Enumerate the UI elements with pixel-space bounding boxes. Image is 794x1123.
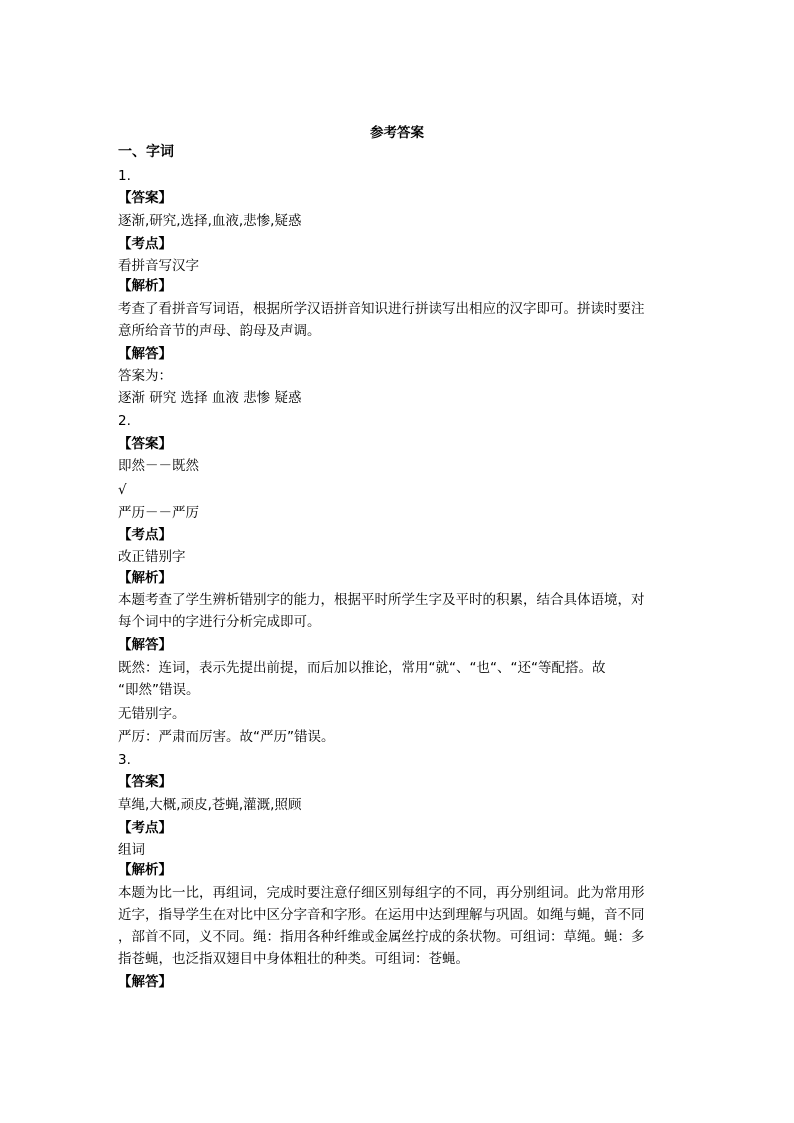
analysis-text-line: 意所给音节的声母、韵母及声调。 xyxy=(118,323,321,339)
solution-text-line: 答案为： xyxy=(118,368,172,384)
answer-tag: 【答案】 xyxy=(118,774,172,790)
analysis-tag: 【解析】 xyxy=(118,278,172,294)
solution-tag: 【解答】 xyxy=(118,974,172,990)
section-heading: 一、字词 xyxy=(118,144,174,160)
analysis-text-line: 本题考查了学生辨析错别字的能力，根据平时所学生字及平时的积累，结合具体语境，对 xyxy=(118,592,645,608)
knowledge-point-tag: 【考点】 xyxy=(118,820,172,836)
answer-text: 草绳,大概,顽皮,苍蝇,灌溉,照顾 xyxy=(118,797,302,813)
knowledge-point-text: 看拼音写汉字 xyxy=(118,258,199,274)
analysis-text-line: ，部首不同，义不同。绳：指用各种纤维或金属丝拧成的条状物。可组词：草绳。蝇：多 xyxy=(118,929,645,945)
analysis-text-line: 每个词中的字进行分析完成即可。 xyxy=(118,614,321,630)
check-mark: √ xyxy=(118,482,127,498)
question-number: 1. xyxy=(118,168,131,184)
analysis-text-line: 考查了看拼音写词语，根据所学汉语拼音知识进行拼读写出相应的汉字即可。拼读时要注 xyxy=(118,301,645,317)
analysis-tag: 【解析】 xyxy=(118,570,172,586)
analysis-text-line: 指苍蝇，也泛指双翅目中身体粗壮的种类。可组词：苍蝇。 xyxy=(118,951,469,967)
solution-text-line: 无错别字。 xyxy=(118,706,186,722)
page-title: 参考答案 xyxy=(370,125,424,141)
answer-tag: 【答案】 xyxy=(118,436,172,452)
solution-tag: 【解答】 xyxy=(118,637,172,653)
solution-text-line: 严厉：严肃而厉害。故“严历”错误。 xyxy=(118,729,335,745)
analysis-tag: 【解析】 xyxy=(118,862,172,878)
solution-text-line: 既然：连词，表示先提出前提，而后加以推论，常用“就“、“也“、“还“等配搭。故 xyxy=(118,660,606,676)
answer-text-line: 严历－－严厉 xyxy=(118,505,199,521)
question-number: 2. xyxy=(118,413,131,429)
knowledge-point-text: 改正错别字 xyxy=(118,549,186,565)
knowledge-point-tag: 【考点】 xyxy=(118,236,172,252)
analysis-text-line: 近字，指导学生在对比中区分字音和字形。在运用中达到理解与巩固。如绳与蝇，音不同 xyxy=(118,907,645,923)
answer-text-line: 即然－－既然 xyxy=(118,458,199,474)
answer-tag: 【答案】 xyxy=(118,190,172,206)
knowledge-point-tag: 【考点】 xyxy=(118,527,172,543)
solution-text-line: “即然”错误。 xyxy=(118,682,200,698)
solution-text-line: 逐渐 研究 选择 血液 悲惨 疑惑 xyxy=(118,390,302,406)
analysis-text-line: 本题为比一比，再组词，完成时要注意仔细区别每组字的不同，再分别组词。此为常用形 xyxy=(118,885,645,901)
knowledge-point-text: 组词 xyxy=(118,842,145,858)
solution-tag: 【解答】 xyxy=(118,346,172,362)
question-number: 3. xyxy=(118,752,131,768)
answer-text: 逐渐,研究,选择,血液,悲惨,疑惑 xyxy=(118,213,302,229)
